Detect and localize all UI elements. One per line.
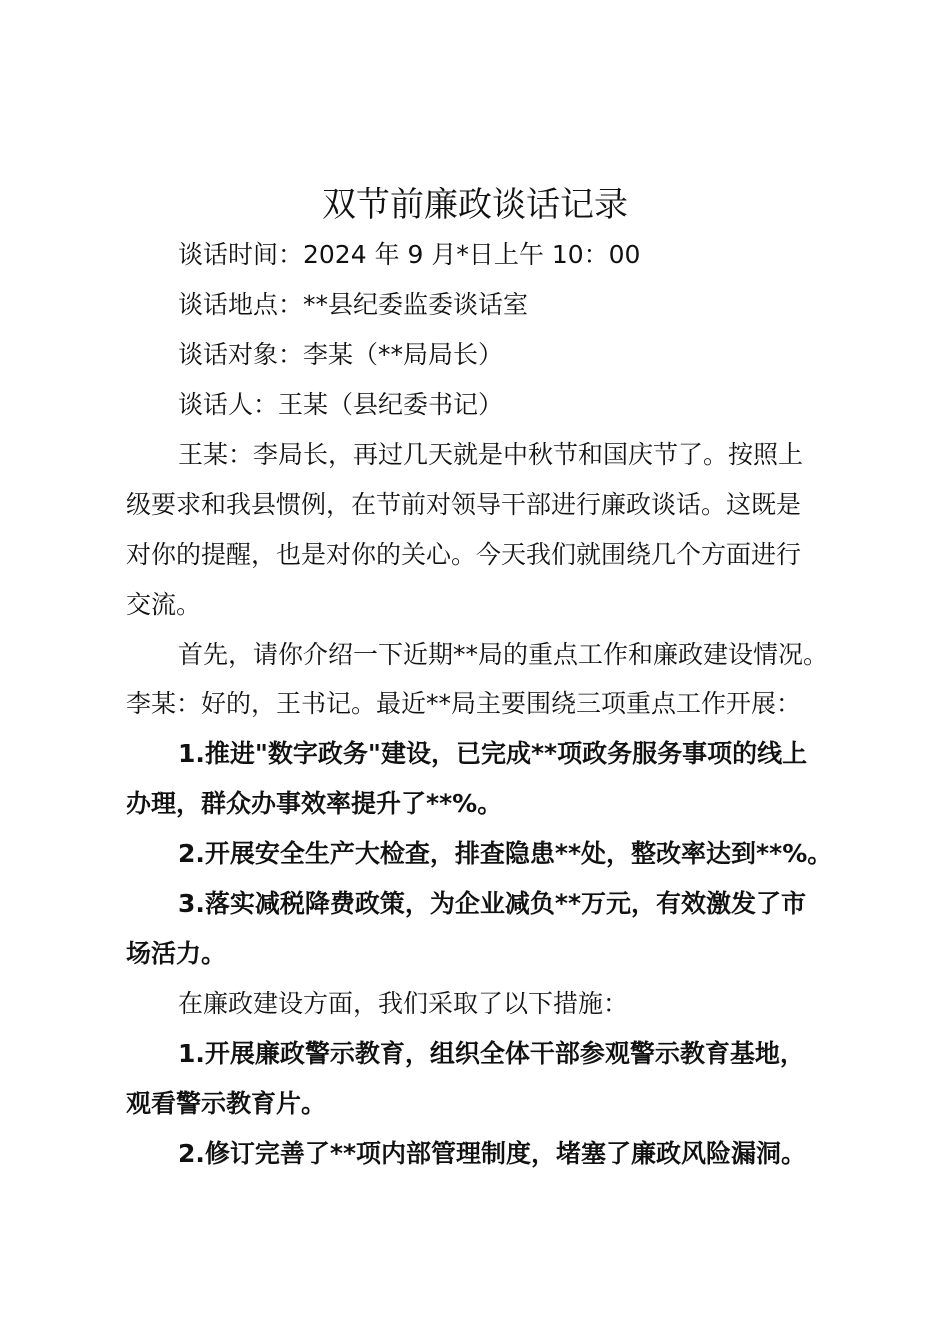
measure-item-line: 2.修订完善了**项内部管理制度，堵塞了廉政风险漏洞。 [178,1139,807,1168]
paragraph-line: 在廉政建设方面，我们采取了以下措施： [178,989,629,1018]
meta-speaker: 谈话人：王某（县纪委书记） [178,390,504,419]
measure-item-line: 观看警示教育片。 [126,1089,327,1118]
work-item-line: 办理，群众办事效率提升了**%。 [126,789,503,818]
meta-time: 谈话时间：2024 年 9 月*日上午 10：00 [178,240,641,269]
work-item-line: 3.落实减税降费政策，为企业减负**万元，有效激发了市 [178,889,807,918]
paragraph-line: 王某：李局长，再过几天就是中秋节和国庆节了。按照上 [178,440,804,469]
paragraph-line: 首先，请你介绍一下近期**局的重点工作和廉政建设情况。 [178,640,829,669]
paragraph-line: 级要求和我县惯例，在节前对领导干部进行廉政谈话。这既是 [126,490,802,519]
meta-place: 谈话地点：**县纪委监委谈话室 [178,290,529,319]
work-item-line: 场活力。 [126,939,227,968]
paragraph-line: 交流。 [126,590,202,619]
measure-item-line: 1.开展廉政警示教育，组织全体干部参观警示教育基地， [178,1039,805,1068]
paragraph-line: 对你的提醒，也是对你的关心。今天我们就围绕几个方面进行 [126,540,802,569]
work-item-line: 1.推进"数字政务"建设，已完成**项政务服务事项的线上 [178,739,808,768]
work-item-line: 2.开展安全生产大检查，排查隐患**处，整改率达到**%。 [178,839,833,868]
document-title: 双节前廉政谈话记录 [322,185,628,225]
meta-target: 谈话对象：李某（**局局长） [178,340,504,369]
paragraph-line: 李某：好的，王书记。最近**局主要围绕三项重点工作开展： [126,689,802,718]
